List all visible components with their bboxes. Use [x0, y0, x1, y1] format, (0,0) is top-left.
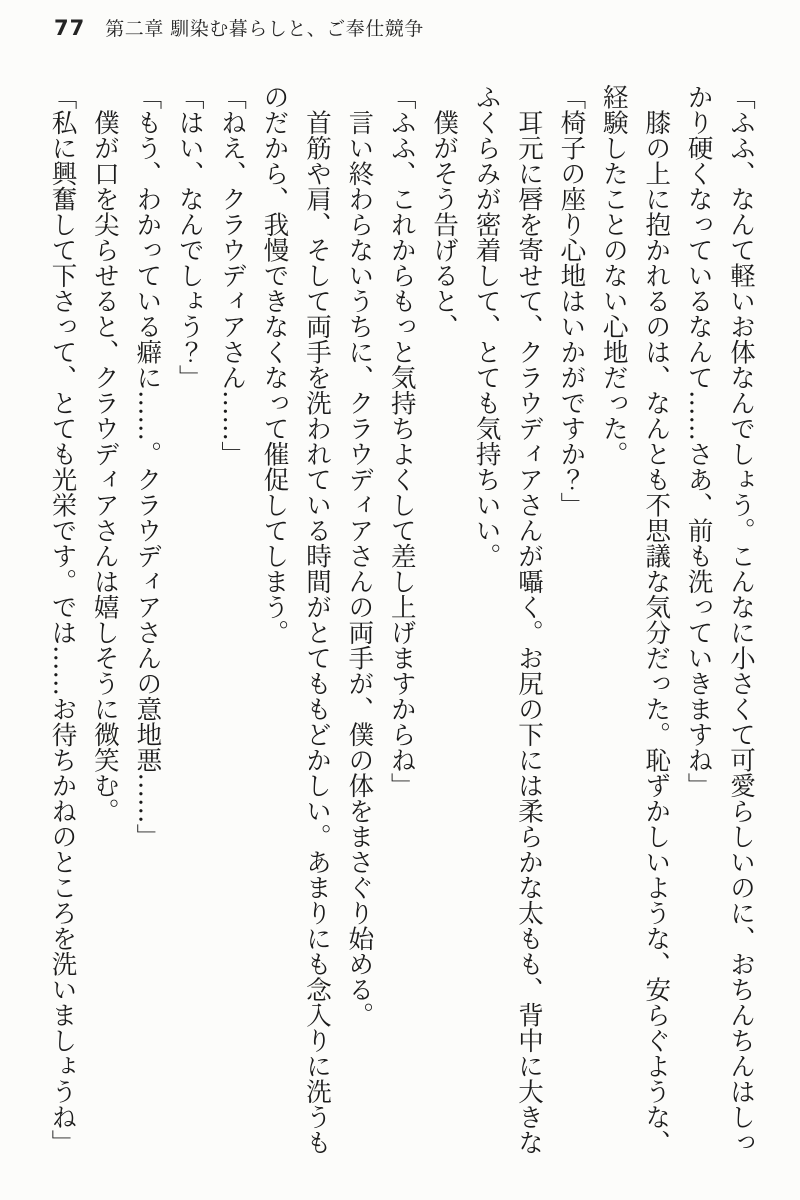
- page-body-text: [41, 84, 762, 1157]
- paragraph: 言い終わらないうちに、クラウディアさんの両手が、僕の体をまさぐり始める。: [344, 84, 375, 1028]
- page-header: [54, 14, 424, 41]
- paragraph: 僕が口を尖らせると、クラウディアさんは嬉しそうに微笑む。: [89, 84, 120, 824]
- paragraph: 耳元に唇を寄せて、クラウディアさんが囁く。お尻の下には柔らかな太もも、背中に大きなふくらみが密着して、とても気持ちいい。: [471, 84, 544, 1155]
- paragraph: 僕がそう告げると、: [429, 84, 460, 339]
- paragraph: 「ふふ、なんて軽いお体なんでしょう。こんなに小さくて可愛らしいのに、おちんちんはしっかり硬くなっているなんて……さあ、前も洗っていきますね」: [683, 84, 756, 1155]
- page-number: 77: [54, 16, 86, 40]
- paragraph: 膝の上に抱かれるのは、なんとも不思議な気分だった。恥ずかしいような、安らぐような、経験したことのない心地だった。: [598, 84, 672, 1155]
- paragraph: 首筋や肩、そして両手を洗われている時間がとてももどかしい。あまりにも念入りに洗うものだから、我慢できなくなって催促してしまう。: [259, 84, 332, 1155]
- paragraph: 「もう、わかっている癖に……。クラウディアさんの意地悪……」: [132, 84, 163, 849]
- paragraph: 「ねえ、クラウディアさん……」: [217, 84, 248, 467]
- paragraph: 「椅子の座り心地はいかがですか？」: [556, 84, 587, 518]
- paragraph: 「はい、なんでしょう？」: [174, 84, 205, 390]
- chapter-title: 第二章 馴染む暮らしと、ご奉仕競争: [105, 18, 424, 40]
- paragraph: 「私に興奮して下さって、とても光栄です。では……お待ちかねのところを洗いましょうね」: [47, 84, 78, 1155]
- paragraph: 「ふふ、これからもっと気持ちよくして差し上げますからね」: [386, 84, 417, 798]
